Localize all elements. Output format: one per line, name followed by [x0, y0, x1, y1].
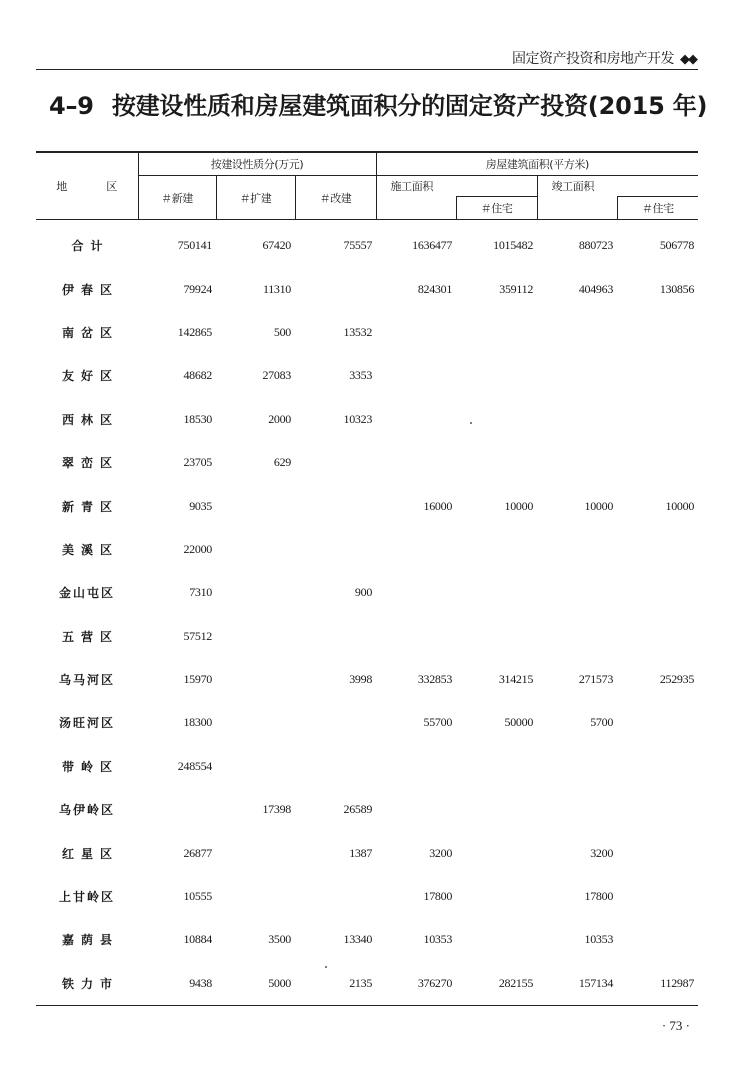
cell-construction: 332853 [417, 672, 453, 687]
header-group-area: 房屋建筑面积(平方米) [376, 152, 698, 176]
cell-completed [537, 615, 617, 658]
cell-construction-residential [456, 831, 537, 874]
investment-table [36, 151, 698, 1006]
cell-rebuild: 1387 [349, 845, 373, 860]
header-group-nature: 按建设性质分(万元) [138, 152, 376, 176]
cell-new: 10884 [183, 932, 212, 947]
table-row [36, 571, 698, 614]
cell-completed-residential: 252935 [659, 672, 695, 687]
cell-expand [216, 745, 295, 788]
cell-completed-residential: 112987 [617, 962, 698, 1006]
row-region: 乌伊岭区 [58, 803, 115, 818]
header-rebuild: ＃改建 [295, 176, 376, 220]
cell-construction-residential [456, 398, 537, 441]
cell-completed [537, 398, 617, 441]
cell-new: 10555 [183, 889, 212, 904]
cell-completed-residential [617, 311, 698, 354]
cell-expand [216, 571, 295, 614]
cell-new: 750141 [177, 238, 212, 253]
cell-completed-residential [617, 701, 698, 744]
header-expand: ＃扩建 [216, 176, 295, 220]
cell-new: 9438 [138, 962, 216, 1006]
cell-construction: 1636477 [412, 238, 453, 253]
running-head-text: 固定资产投资和房地产开发 [512, 51, 674, 67]
cell-completed: 271573 [578, 672, 614, 687]
table-row [36, 484, 698, 527]
cell-new [138, 788, 216, 831]
row-region: 上甘岭区 [58, 890, 115, 905]
cell-expand: 5000 [216, 962, 295, 1006]
cell-completed: 10000 [584, 498, 614, 513]
cell-rebuild: 3998 [349, 672, 373, 687]
data-table-container [36, 151, 698, 1006]
cell-construction: 17800 [423, 889, 453, 904]
row-region: 美溪区 [61, 542, 119, 557]
row-region: 翠峦区 [61, 456, 119, 471]
header-completed-spacer [537, 197, 617, 220]
cell-construction-residential [456, 875, 537, 918]
row-region: 汤旺河区 [58, 716, 115, 731]
cell-expand [216, 831, 295, 874]
cell-new: 22000 [183, 541, 212, 556]
row-region: 合计 [71, 239, 110, 254]
row-region: 带岭区 [61, 759, 119, 774]
cell-new: 23705 [183, 455, 212, 470]
cell-completed-residential: 506778 [659, 238, 695, 253]
cell-construction-residential: 1015482 [493, 238, 534, 253]
cell-construction-residential: 314215 [498, 672, 534, 687]
cell-expand: 27083 [262, 368, 291, 383]
cell-rebuild: 13340 [343, 932, 373, 947]
cell-construction: 3200 [429, 845, 453, 860]
table-body [36, 220, 698, 1006]
table-row [36, 528, 698, 571]
row-region: 南岔区 [61, 325, 119, 340]
scan-speck [325, 966, 327, 968]
cell-construction [376, 788, 456, 831]
cell-rebuild: 75557 [343, 238, 373, 253]
cell-construction-residential [456, 441, 537, 484]
header-new: ＃新建 [138, 176, 216, 220]
cell-rebuild [295, 745, 376, 788]
cell-rebuild [295, 615, 376, 658]
cell-completed-residential [617, 875, 698, 918]
cell-expand [216, 484, 295, 527]
cell-new: 248554 [177, 758, 212, 773]
row-region: 友好区 [61, 369, 119, 384]
cell-construction: 376270 [376, 962, 456, 1006]
cell-construction-residential [456, 918, 537, 961]
cell-rebuild: 26589 [343, 802, 373, 817]
header-rule [36, 69, 698, 70]
cell-construction: 824301 [417, 281, 453, 296]
cell-construction: 55700 [423, 715, 453, 730]
cell-completed: 5700 [590, 715, 614, 730]
cell-construction-residential [456, 615, 537, 658]
cell-new: 15970 [183, 672, 212, 687]
table-row [36, 615, 698, 658]
cell-completed: 157134 [537, 962, 617, 1006]
header-region: 地 区 [36, 152, 138, 220]
cell-rebuild [295, 528, 376, 571]
header-completed-residential: ＃住宅 [617, 197, 698, 220]
cell-rebuild [295, 484, 376, 527]
cell-expand: 629 [273, 455, 291, 470]
row-region: 红星区 [61, 846, 119, 861]
cell-new: 79924 [183, 281, 212, 296]
cell-construction-residential [456, 354, 537, 397]
table-row [36, 398, 698, 441]
cell-construction-residential [456, 788, 537, 831]
cell-new: 142865 [177, 324, 212, 339]
cell-completed: 10353 [584, 932, 614, 947]
header-construction-spacer [376, 197, 456, 220]
cell-completed [537, 311, 617, 354]
table-row [36, 875, 698, 918]
cell-completed: 17800 [584, 889, 614, 904]
row-region: 西林区 [61, 412, 119, 427]
table-title-text: 按建设性质和房屋建筑面积分的固定资产投资(2015 年) [111, 92, 708, 120]
row-region: 乌马河区 [58, 673, 115, 688]
cell-new: 57512 [183, 628, 212, 643]
cell-construction [376, 441, 456, 484]
cell-new: 7310 [189, 585, 212, 600]
table-header [36, 152, 698, 220]
cell-completed: 3200 [590, 845, 614, 860]
header-construction-area: 施工面积 [376, 176, 537, 197]
cell-construction [376, 615, 456, 658]
cell-new: 26877 [183, 845, 212, 860]
cell-expand [216, 615, 295, 658]
cell-construction [376, 311, 456, 354]
cell-construction-residential: 50000 [504, 715, 534, 730]
table-row [36, 267, 698, 310]
table-row [36, 918, 698, 961]
cell-construction-residential [456, 311, 537, 354]
cell-new: 18300 [183, 715, 212, 730]
cell-construction-residential [456, 571, 537, 614]
cell-construction: 10353 [423, 932, 453, 947]
cell-expand [216, 528, 295, 571]
row-region: 五营区 [61, 629, 119, 644]
cell-completed-residential [617, 788, 698, 831]
cell-construction-residential: 10000 [504, 498, 534, 513]
cell-construction-residential [456, 745, 537, 788]
cell-completed-residential [617, 528, 698, 571]
cell-completed-residential [617, 354, 698, 397]
cell-rebuild: 10323 [343, 411, 373, 426]
cell-completed-residential [617, 441, 698, 484]
scan-speck [470, 422, 472, 424]
cell-rebuild: 900 [354, 585, 373, 600]
row-region: 金山屯区 [58, 586, 115, 601]
cell-completed [537, 571, 617, 614]
cell-completed [537, 528, 617, 571]
header-completed-area: 竣工面积 [537, 176, 698, 197]
cell-new: 18530 [183, 411, 212, 426]
cell-completed [537, 441, 617, 484]
cell-rebuild [295, 875, 376, 918]
table-row [36, 441, 698, 484]
cell-construction-residential [456, 528, 537, 571]
cell-completed-residential [617, 615, 698, 658]
cell-expand [216, 658, 295, 701]
cell-completed-residential [617, 745, 698, 788]
table-row [36, 354, 698, 397]
cell-completed-residential [617, 571, 698, 614]
header-construction-residential: ＃住宅 [456, 197, 537, 220]
row-region: 伊春区 [61, 282, 119, 297]
cell-expand: 11310 [262, 281, 291, 296]
cell-expand: 2000 [268, 411, 291, 426]
cell-completed [537, 354, 617, 397]
cell-completed [537, 745, 617, 788]
row-region: 嘉荫县 [61, 933, 119, 948]
table-row [36, 658, 698, 701]
cell-expand: 67420 [262, 238, 291, 253]
cell-rebuild: 2135 [295, 962, 376, 1006]
cell-completed-residential [617, 398, 698, 441]
table-row [36, 831, 698, 874]
cell-expand: 3500 [268, 932, 291, 947]
cell-construction-residential: 282155 [456, 962, 537, 1006]
cell-expand [216, 875, 295, 918]
cell-construction [376, 528, 456, 571]
page-title [49, 86, 707, 121]
cell-construction [376, 571, 456, 614]
cell-expand: 17398 [262, 802, 291, 817]
cell-completed: 404963 [578, 281, 614, 296]
cell-completed-residential [617, 918, 698, 961]
cell-rebuild [295, 267, 376, 310]
cell-construction: 16000 [423, 498, 453, 513]
cell-completed-residential [617, 831, 698, 874]
diamond-ornament-icon: ◆◆ [680, 52, 696, 67]
running-head [512, 48, 696, 68]
cell-expand [216, 701, 295, 744]
cell-completed: 880723 [578, 238, 614, 253]
cell-rebuild: 13532 [343, 324, 373, 339]
cell-completed-residential: 10000 [665, 498, 695, 513]
table-row [36, 745, 698, 788]
cell-construction [376, 354, 456, 397]
table-row [36, 788, 698, 831]
row-region: 铁力市 [36, 962, 138, 1006]
cell-completed-residential: 130856 [659, 281, 695, 296]
table-row [36, 220, 698, 268]
table-row [36, 311, 698, 354]
row-region: 新青区 [61, 499, 119, 514]
cell-new: 48682 [183, 368, 212, 383]
table-row [36, 701, 698, 744]
cell-expand: 500 [273, 324, 291, 339]
page-number: · 73 · [661, 1018, 690, 1033]
table-number: 4–9 [49, 92, 94, 120]
cell-construction [376, 745, 456, 788]
cell-completed [537, 788, 617, 831]
cell-rebuild [295, 441, 376, 484]
cell-rebuild: 3353 [349, 368, 373, 383]
cell-construction-residential: 359112 [499, 281, 534, 296]
cell-rebuild [295, 701, 376, 744]
table-row [36, 962, 698, 1006]
cell-construction [376, 398, 456, 441]
cell-new: 9035 [189, 498, 212, 513]
